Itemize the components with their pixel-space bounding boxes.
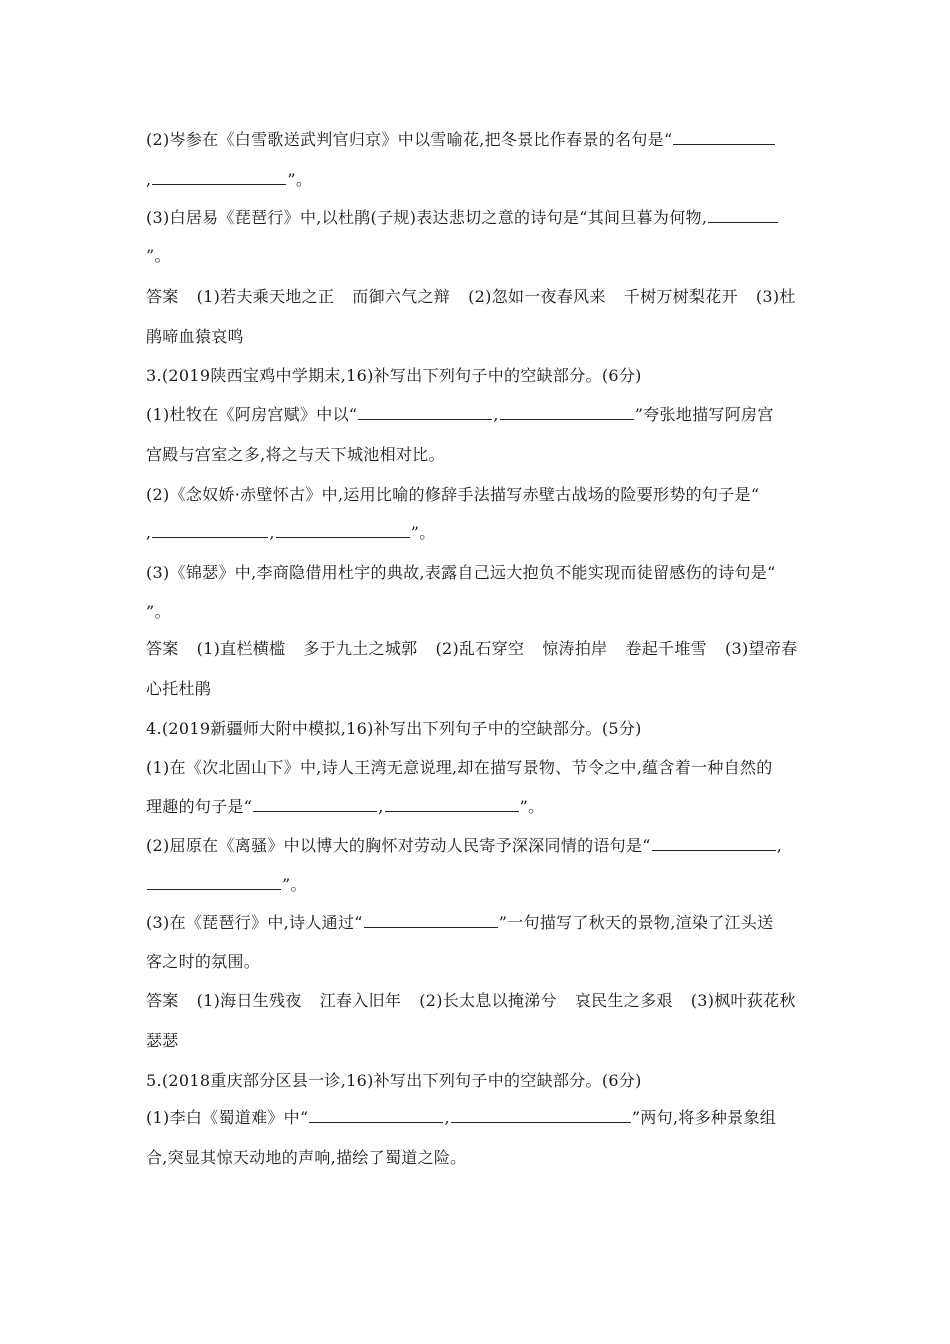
answer-line: 答案 (1)海日生残夜 江春入旧年 (2)长太息以掩涕兮 哀民生之多艰 (3)枫叶荻花秋 [146, 991, 796, 1010]
question-line: (3)《锦瑟》中,李商隐借用杜宇的典故,表露自己远大抱负不能实现而徒留感伤的诗句是“ [146, 563, 776, 582]
question-line: (1)杜牧在《阿房宫赋》中以“ , ”夸张地描写阿房宫 [146, 405, 774, 424]
answer-blank[interactable] [253, 797, 377, 812]
question-line: (3)在《琵琶行》中,诗人通过“ ”一句描写了秋天的景物,渲染了江头送 [146, 913, 774, 932]
question-line: ”。 [146, 246, 171, 265]
answer-blank[interactable] [385, 797, 519, 812]
answer-blank[interactable] [358, 405, 492, 420]
question-line: (2)《念奴娇·赤壁怀古》中,运用比喻的修辞手法描写赤壁古战场的险要形势的句子是“ [146, 485, 760, 504]
answer-blank[interactable] [364, 913, 498, 928]
question-line: (1)李白《蜀道难》中“ , ”两句,将多种景象组 [146, 1108, 777, 1127]
question-line: (2)屈原在《离骚》中以博大的胸怀对劳动人民寄予深深同情的语句是“ , [146, 836, 783, 855]
answer-blank[interactable] [652, 836, 776, 851]
question-line: ”。 [146, 875, 307, 895]
answer-line: 答案 (1)若夫乘天地之正 而御六气之辩 (2)忽如一夜春风来 千树万树梨花开 (3)杜 [146, 287, 796, 306]
answer-blank[interactable] [152, 170, 286, 185]
answer-blank[interactable] [309, 1108, 443, 1123]
question-line: 合,突显其惊天动地的声响,描绘了蜀道之险。 [146, 1148, 467, 1167]
question-heading: 5.(2018重庆部分区县一诊,16)补写出下列句子中的空缺部分。(6分) [146, 1071, 642, 1090]
question-heading: 3.(2019陕西宝鸡中学期末,16)补写出下列句子中的空缺部分。(6分) [146, 366, 642, 385]
answer-blank[interactable] [451, 1108, 631, 1123]
question-line: ”。 [146, 602, 171, 621]
question-line: 宫殿与宫室之多,将之与天下城池相对比。 [146, 445, 445, 464]
answer-line: 心托杜鹃 [146, 679, 212, 698]
answer-blank[interactable] [500, 405, 634, 420]
question-line: , ”。 [146, 170, 313, 189]
question-line: , , ”。 [146, 523, 436, 542]
question-line: (1)在《次北固山下》中,诗人王湾无意说理,却在描写景物、节令之中,蕴含着一种自然的 [146, 758, 773, 777]
answer-blank[interactable] [276, 523, 410, 538]
answer-line: 鹃啼血猿哀鸣 [146, 327, 244, 346]
question-line: (2)岑参在《白雪歌送武判官归京》中以雪喻花,把冬景比作春景的名句是“ [146, 130, 776, 150]
question-heading: 4.(2019新疆师大附中模拟,16)补写出下列句子中的空缺部分。(5分) [146, 719, 642, 738]
question-line: 理趣的句子是“ , ”。 [146, 797, 545, 816]
answer-line: 瑟瑟 [146, 1031, 179, 1050]
question-line: (3)白居易《琵琶行》中,以杜鹃(子规)表达悲切之意的诗句是“其间旦暮为何物, [146, 208, 779, 228]
question-line: 客之时的氛围。 [146, 952, 261, 971]
answer-line: 答案 (1)直栏横槛 多于九土之城郭 (2)乱石穿空 惊涛拍岸 卷起千堆雪 (3)望帝春 [146, 639, 798, 658]
answer-blank[interactable] [152, 523, 268, 538]
answer-blank[interactable] [673, 130, 775, 145]
answer-blank[interactable] [147, 875, 281, 890]
answer-blank[interactable] [708, 208, 778, 223]
